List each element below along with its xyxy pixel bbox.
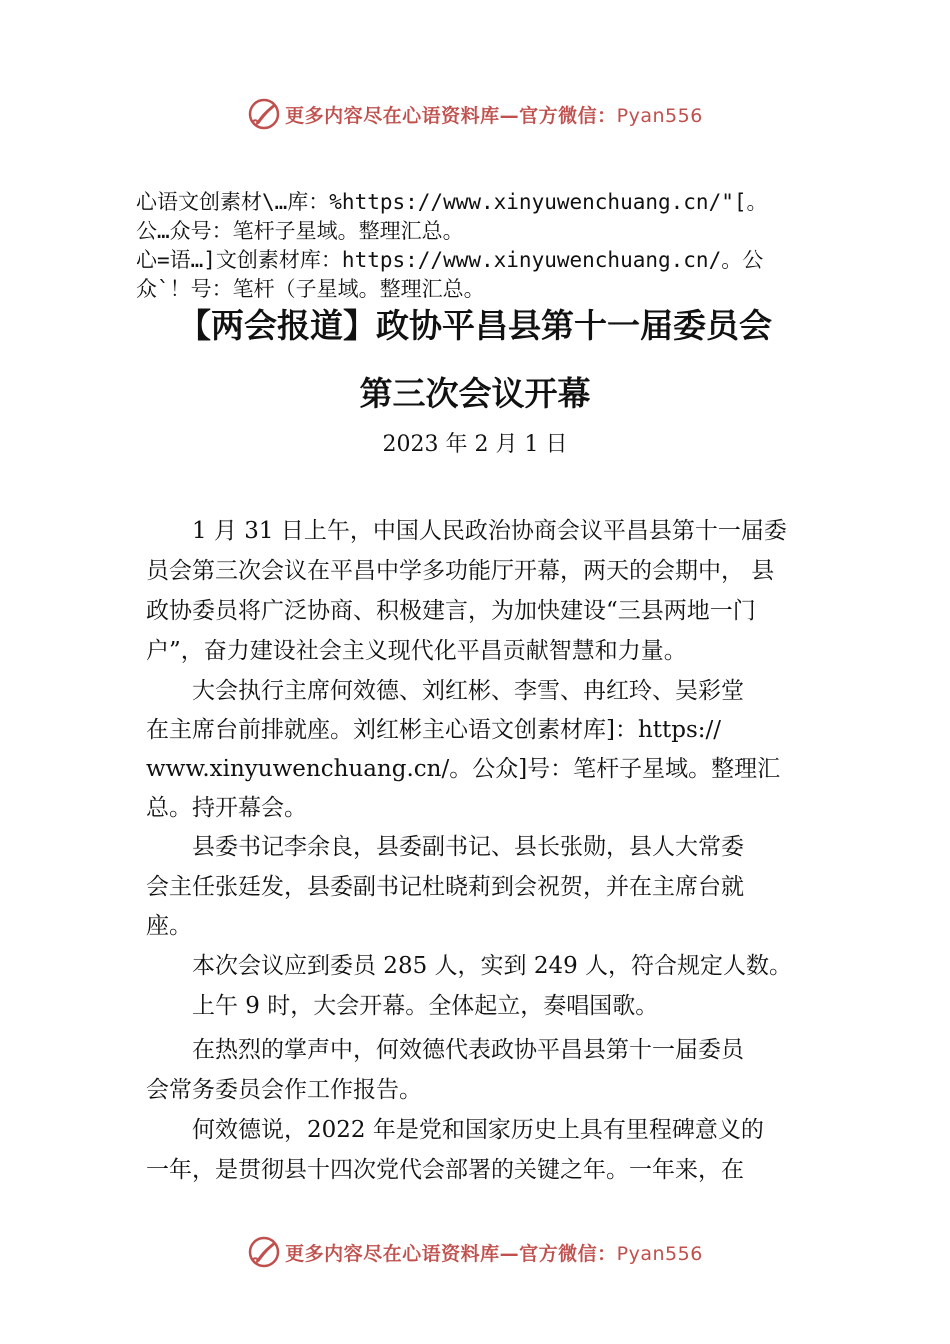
- body-line: 何效德说，2022 年是党和国家历史上具有里程碑意义的: [146, 1117, 764, 1143]
- article-title-line1: 【两会报道】政协平昌县第十一届委员会: [178, 306, 772, 345]
- footer-watermark: [0, 1232, 950, 1272]
- body-line: 员会第三次会议在平昌中学多功能厅开幕，两天的会期中， 县: [146, 558, 775, 584]
- body-line: 会常务委员会作工作报告。: [146, 1077, 422, 1103]
- brush-logo-icon: [247, 1235, 281, 1269]
- body-line: 县委书记李余良，县委副书记、县长张勋，县人大常委: [146, 834, 744, 860]
- source-note-line: 公…众号：笔杆子星域。整理汇总。: [136, 219, 464, 243]
- article-date: 2023 年 2 月 1 日: [382, 432, 568, 457]
- body-line: 政协委员将广泛协商、积极建言，为加快建设“三县两地一门: [146, 598, 756, 624]
- article-title-line2: 第三次会议开幕: [359, 374, 591, 413]
- source-note-line: 心语文创素材\…库：%https://www.xinyuwenchuang.cn/"[。: [136, 190, 768, 214]
- body-line: 1 月 31 日上午，中国人民政治协商会议平昌县第十一届委: [146, 518, 787, 544]
- body-line: 本次会议应到委员 285 人，实到 249 人，符合规定人数。: [146, 953, 793, 979]
- body-line: 户”，奋力建设社会主义现代化平昌贡献智慧和力量。: [146, 638, 687, 664]
- body-line: 在主席台前排就座。刘红彬主心语文创素材库]：https://: [146, 717, 722, 743]
- body-line: 上午 9 时，大会开幕。全体起立，奏唱国歌。: [146, 993, 659, 1019]
- header-watermark: [0, 94, 950, 134]
- body-line: 会主任张廷发，县委副书记杜晓莉到会祝贺，并在主席台就: [146, 874, 744, 900]
- body-line: 大会执行主席何效德、刘红彬、李雪、冉红玲、吴彩堂: [146, 678, 744, 704]
- body-line: 一年，是贯彻县十四次党代会部署的关键之年。一年来，在: [146, 1157, 744, 1183]
- source-note-line: 众`！号：笔杆（子星域。整理汇总。: [136, 277, 485, 301]
- body-line: 在热烈的掌声中，何效德代表政协平昌县第十一届委员: [146, 1037, 744, 1063]
- body-line: 座。: [146, 913, 192, 939]
- body-line: www.xinyuwenchuang.cn/。公众]号：笔杆子星域。整理汇: [146, 756, 781, 782]
- brush-logo-icon: [247, 97, 281, 131]
- source-note-line: 心=语…]文创素材库：https://www.xinyuwenchuang.cn/。公: [136, 248, 764, 272]
- watermark-text: 更多内容尽在心语资料库—官方微信：Pyan556: [285, 1242, 703, 1265]
- body-line: 总。持开幕会。: [146, 795, 307, 821]
- watermark-text: 更多内容尽在心语资料库—官方微信：Pyan556: [285, 104, 703, 127]
